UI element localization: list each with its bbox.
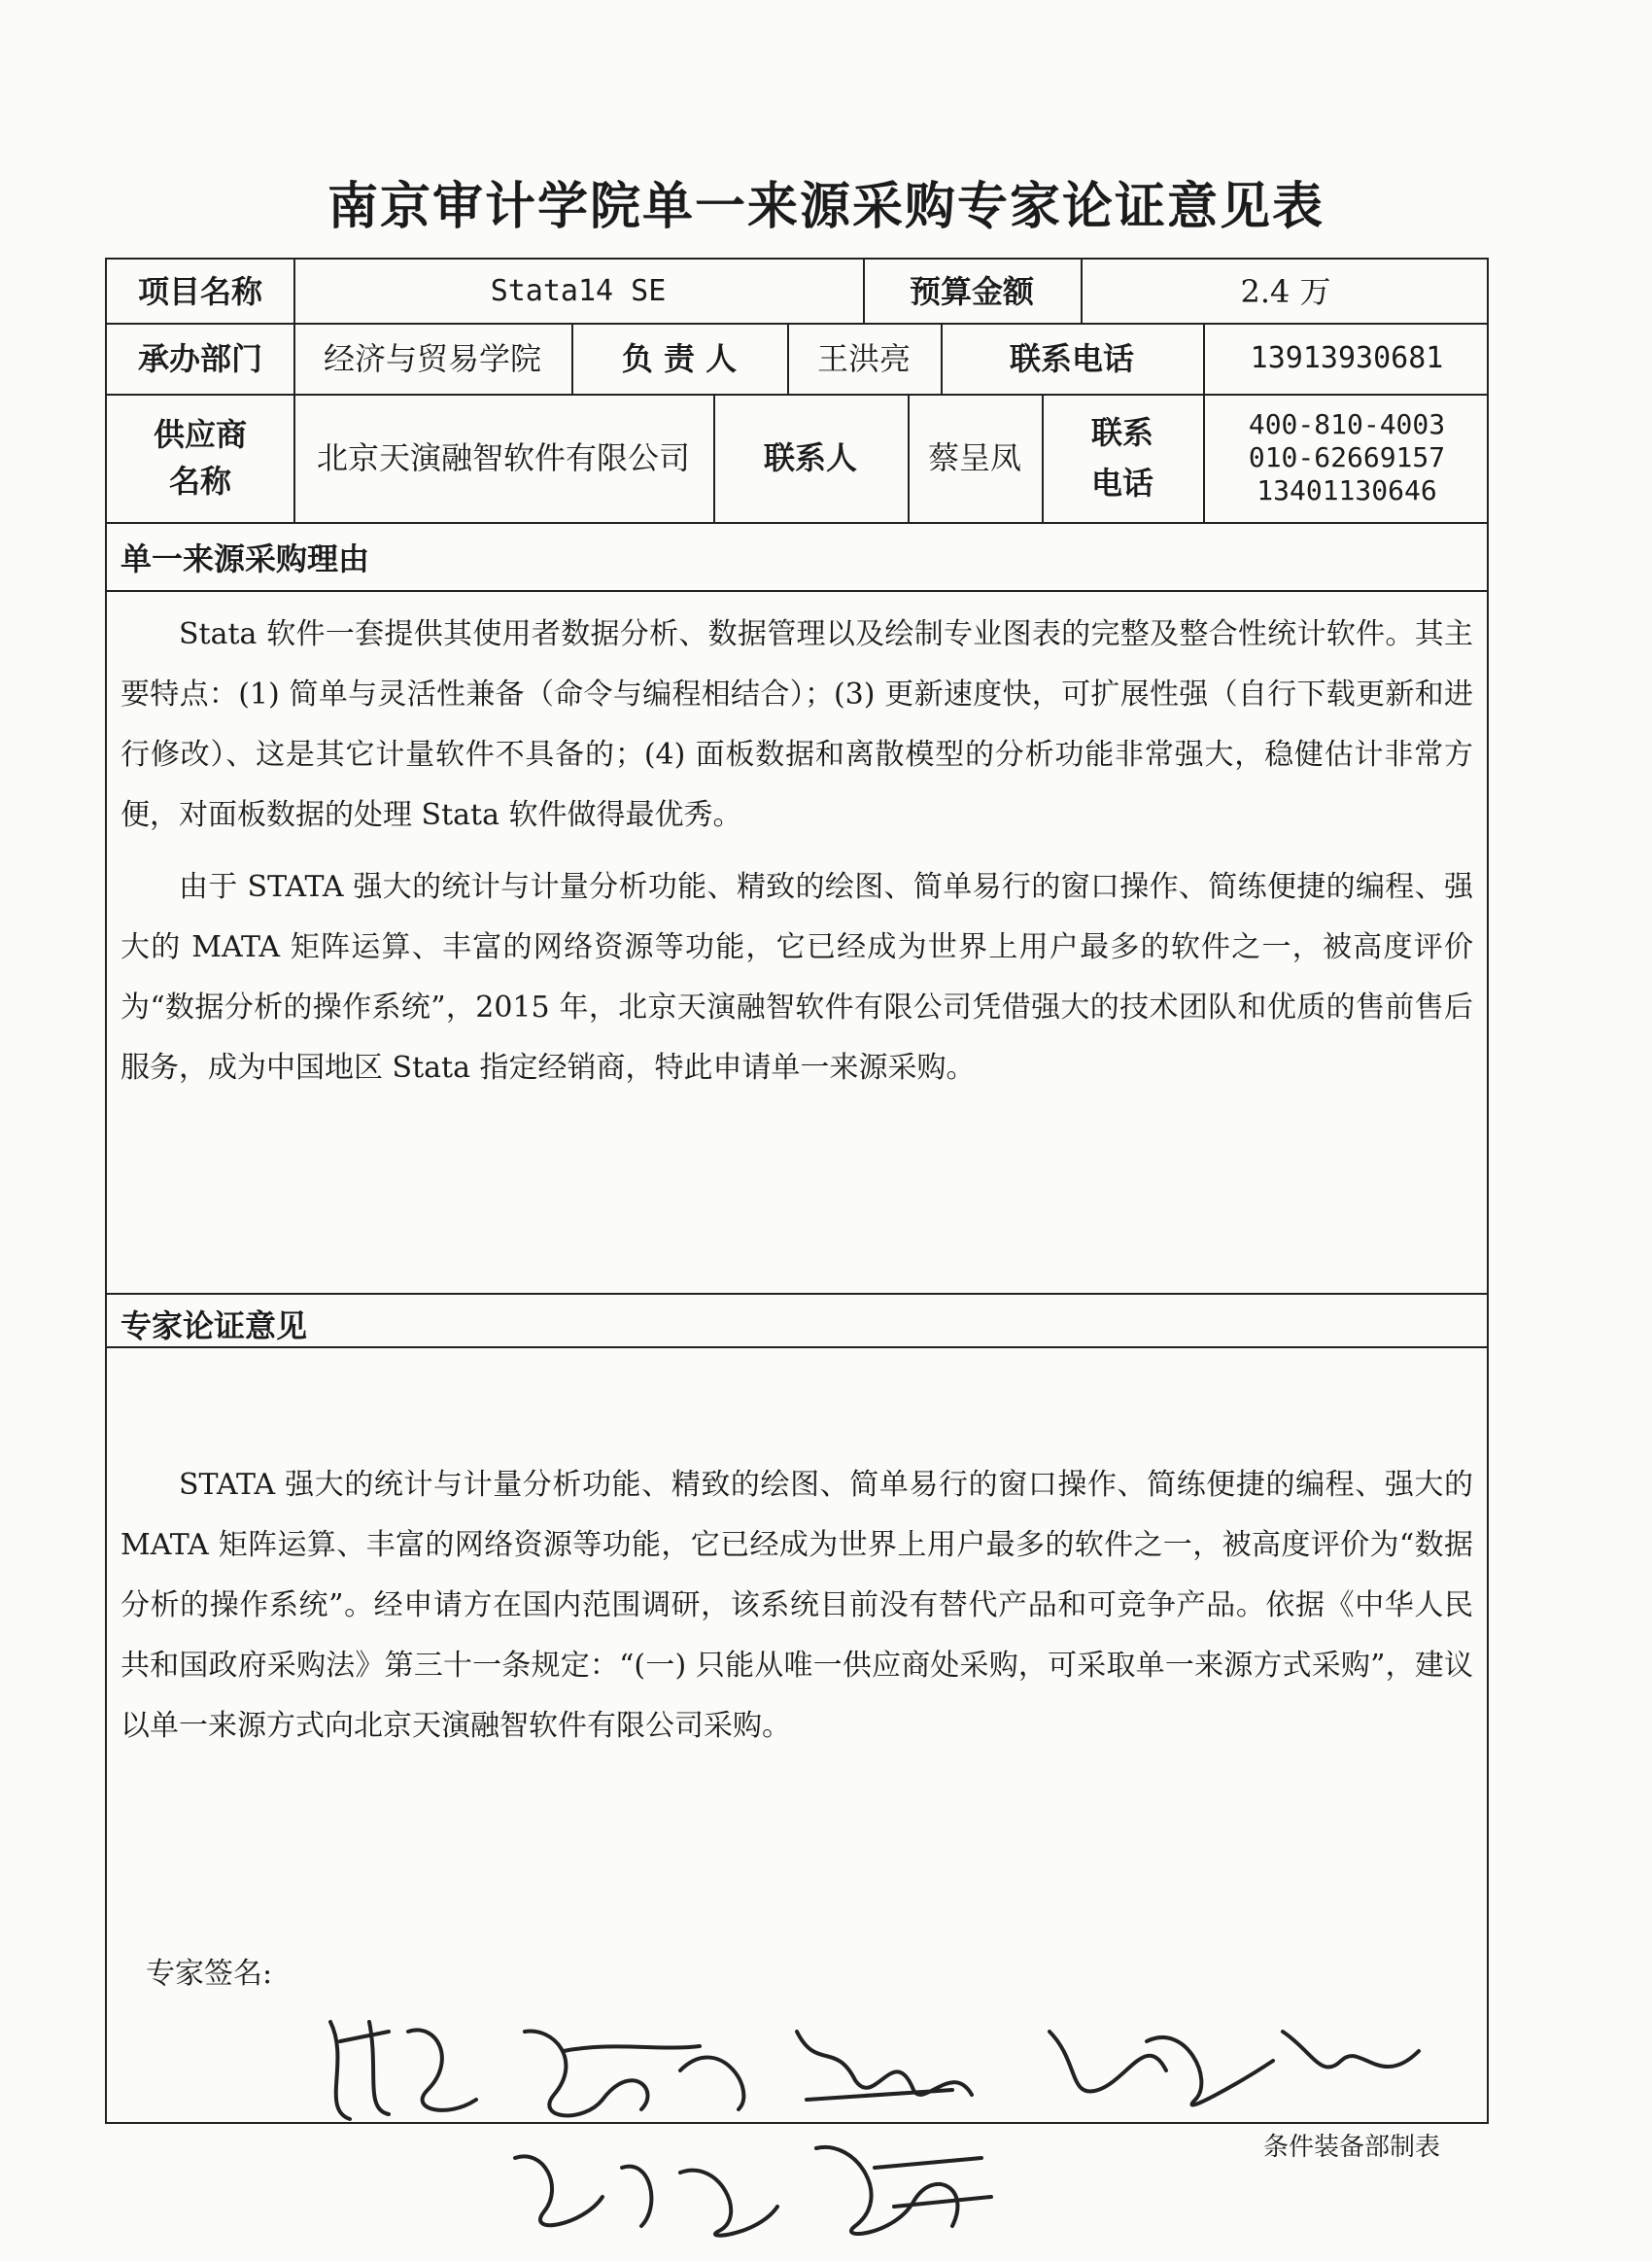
opinion-paragraph: STATA 强大的统计与计量分析功能、精致的绘图、简单易行的窗口操作、简练便捷的编程、强大的 MATA 矩阵运算、丰富的网络资源等功能，它已经成为世界上用户最多的软件之一，被高度评价为“数据分析的操作系统”。经申请方在国内范围调研，该系统目前没有替代产品和可竞争产品。依据《中华人民共和国政府采购法》第三十一条规定：“(一) 只能从唯一供应商处采购，可采取单一来源方式采购”，建议以单一来源方式向北京天演融智软件有限公司采购。 [120, 1468, 1473, 1743]
phone-number: 13401130646 [1256, 474, 1437, 506]
supplier-phone-label [1042, 394, 1203, 522]
signature-stroke [797, 2032, 972, 2100]
owner-value: 王洪亮 [816, 339, 911, 377]
budget-value: 2.4 万 [1240, 272, 1331, 310]
phone-value: 13913930681 [1250, 340, 1444, 375]
row-divider [107, 522, 1487, 524]
signature-stroke [515, 2156, 777, 2235]
signature-label: 专家签名: [146, 1957, 273, 1991]
phone-label: 联系电话 [1009, 339, 1134, 377]
supplier-phone-label-line: 电话 [1090, 465, 1153, 502]
owner-label: 负 责 人 [621, 339, 738, 377]
reason-paragraph: Stata 软件一套提供其使用者数据分析、数据管理以及绘制专业图表的完整及整合性统计软件。其主要特点：(1) 简单与灵活性兼备（命令与编程相结合）；(3) 更新速度快，可扩展性强（自行下载更新和进行修改）、这是其它计量软件不具备的；(4) 面板数据和离散模型的分析功能非常强大，稳健估计非常方便，对面板数据的处理 Stata 软件做得最优秀。 [120, 617, 1473, 832]
department-value: 经济与贸易学院 [323, 339, 541, 377]
signature-stroke [1050, 2032, 1419, 2104]
form-table [105, 258, 1489, 2124]
footer-note: 条件装备部制表 [1263, 2133, 1441, 2162]
contact-value: 蔡呈凤 [927, 439, 1021, 476]
supplier-phones [1203, 394, 1491, 522]
signature-stroke [816, 2147, 991, 2234]
supplier-label [107, 394, 293, 522]
opinion-heading: 专家论证意见 [120, 1307, 308, 1344]
expert-signatures [311, 2002, 1477, 2255]
budget-label: 预算金额 [909, 272, 1034, 310]
supplier-label-line: 名称 [168, 463, 231, 500]
department-label: 承办部门 [137, 339, 262, 377]
supplier-phone-label-line: 联系 [1090, 414, 1153, 451]
row-divider [107, 590, 1487, 592]
row-divider [107, 1346, 1487, 1348]
phone-number: 400-810-4003 [1248, 408, 1446, 440]
reason-heading: 单一来源采购理由 [120, 540, 370, 577]
signature-stroke [525, 2032, 743, 2116]
row-divider [107, 1293, 1487, 1295]
supplier-label-line: 供应商 [153, 416, 247, 453]
reason-paragraph: 由于 STATA 强大的统计与计量分析功能、精致的绘图、简单易行的窗口操作、简练便捷的编程、强大的 MATA 矩阵运算、丰富的网络资源等功能，它已经成为世界上用户最多的软件之一，被高度评价为“数据分析的操作系统”，2015 年，北京天演融智软件有限公司凭借强大的技术团队和优质的售前售后服务，成为中国地区 Stata 指定经销商，特此申请单一来源采购。 [120, 870, 1473, 1085]
project-name-label: 项目名称 [137, 272, 262, 310]
signature-stroke [330, 2022, 476, 2119]
project-name-value: Stata14 SE [490, 273, 667, 308]
phone-number: 010-62669157 [1248, 441, 1446, 473]
form-title: 南京审计学院单一来源采购专家论证意见表 [327, 178, 1325, 236]
contact-label: 联系人 [763, 439, 857, 476]
supplier-value: 北京天演融智软件有限公司 [316, 439, 690, 476]
